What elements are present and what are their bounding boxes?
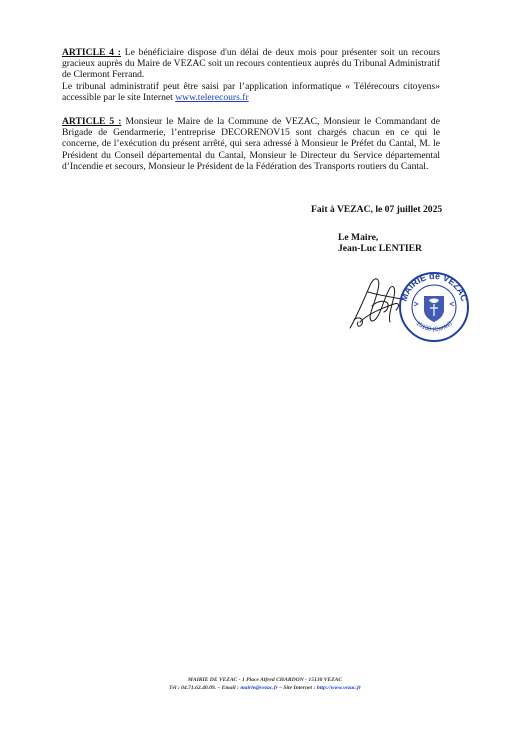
- article-4: [62, 47, 440, 103]
- footer-website-link[interactable]: http://www.vezac.fr: [316, 685, 361, 691]
- svg-text:15130 (Cantal): [415, 321, 454, 333]
- footer-address: MAIRIE DE VEZAC - 1 Place Alfred CHARDON - 15130 VEZAC: [187, 677, 343, 683]
- signoff-name: Jean-Luc LENTIER: [338, 243, 422, 254]
- article-5-text: Monsieur le Maire de la Commune de VEZAC, Monsieur le Commandant de Brigade de Gendarmerie, l’entreprise DECORENOV15 sont chargés chacun en ce qui le concerne, de l’exécution du présent arrêté, qui sera adressé à Monsieur le Préfet du Cantal, M. le Président du Conseil départemental du Cantal, Monsieur le Directeur du Service départemental d’Incendie et secours, Monsieur le Président de la Fédération des Transports routiers du Cantal.: [62, 116, 440, 172]
- official-stamp: [399, 271, 470, 341]
- footer-website-label: – Site Internet :: [277, 685, 317, 691]
- footer-contact: [0, 684, 530, 692]
- telerecours-link[interactable]: www.telerecours.fr: [175, 91, 249, 103]
- article-4-line2: [62, 81, 440, 103]
- article-4-text2: Le tribunal administratif peut être saisi par l’application informatique « Télérecours citoyens» accessible par le site Internet: [62, 80, 440, 103]
- signature-stamp-graphic: [338, 262, 478, 342]
- article-4-label: ARTICLE 4 :: [62, 47, 121, 58]
- stamp-text-top: MAIRIE de VEZAC: [398, 270, 470, 303]
- signature-and-stamp: [338, 262, 478, 342]
- article-5-label: ARTICLE 5 :: [62, 116, 122, 127]
- place-date: Fait à VEZAC, le 07 juillet 2025: [311, 204, 443, 215]
- stamp-text-bottom: 15130 (Cantal): [414, 320, 454, 334]
- handwritten-signature: [350, 279, 402, 328]
- article-5: [62, 116, 440, 172]
- signoff-title: Le Maire,: [338, 232, 379, 243]
- footer-phone-email-label: Tél : 04.71.62.40.09. – Email :: [168, 685, 241, 691]
- article-4-text: Le bénéficiaire dispose d'un délai de deux mois pour présenter soit un recours gracieux auprès du Maire de VEZAC soit un recours contentieux auprès du Tribunal Administratif de Clermont Ferrand.: [62, 47, 441, 81]
- footer-email-link[interactable]: mairie@vezac.fr: [240, 685, 278, 691]
